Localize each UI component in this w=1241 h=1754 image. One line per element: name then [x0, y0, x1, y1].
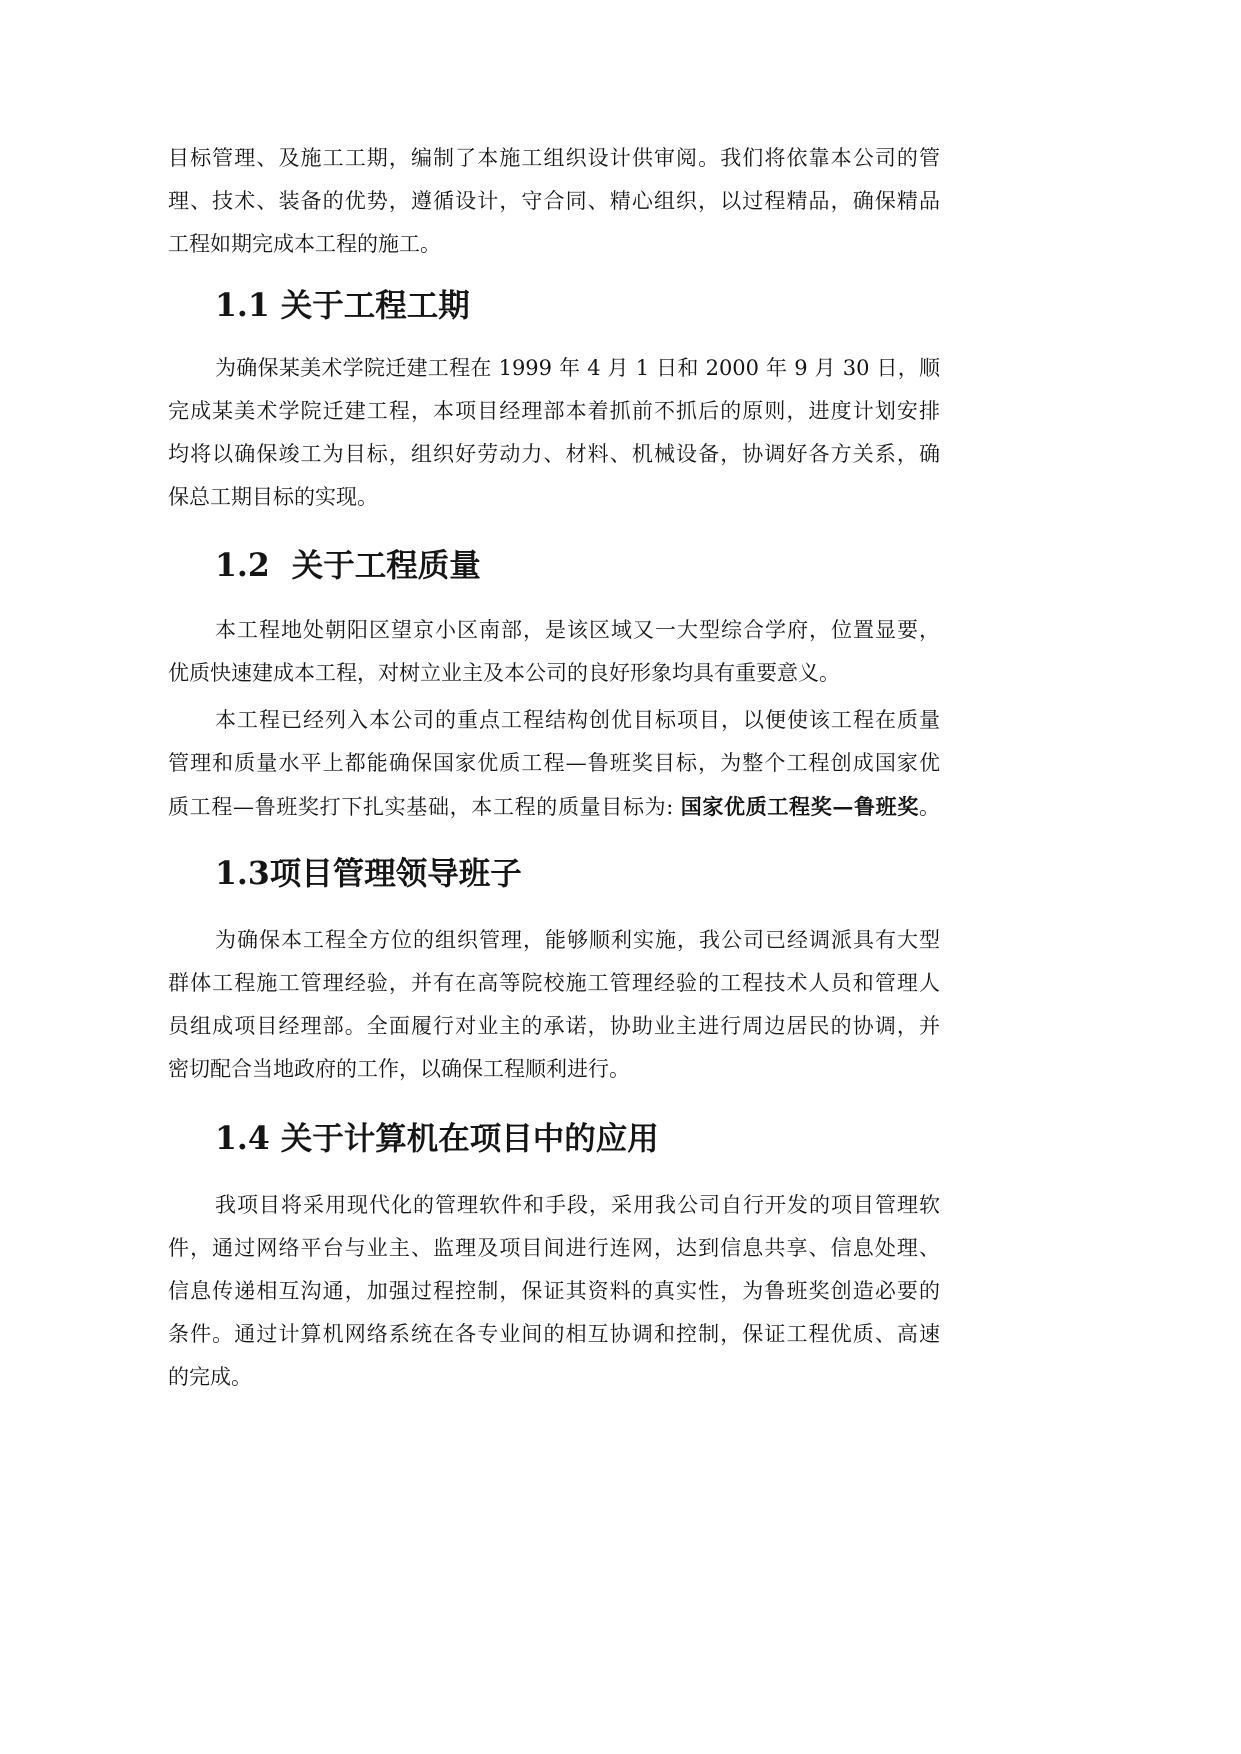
text-line: 我项目将采用现代化的管理软件和手段，采用我公司自行开发的项目管理软 — [215, 1193, 940, 1217]
text-line: 优质快速建成本工程，对树立业主及本公司的良好形象均具有重要意义。 — [168, 661, 840, 685]
paragraph — [168, 919, 940, 1091]
text-line: 完成某美术学院迁建工程，本项目经理部本着抓前不抓后的原则，进度计划安排 — [168, 399, 940, 423]
section-heading: 1.1 关于工程工期 — [215, 287, 470, 324]
section-schedule — [168, 284, 940, 519]
text-line: 理、技术、装备的优势，遵循设计，守合同、精心组织，以过程精品，确保精品 — [168, 189, 940, 213]
text-line: 本工程已经列入本公司的重点工程结构创优目标项目，以便使该工程在质量 — [215, 708, 940, 732]
section-heading: 1.2 关于工程质量 — [215, 547, 481, 584]
text-line: 为确保本工程全方位的组织管理，能够顺利实施，我公司已经调派具有大型 — [215, 928, 940, 952]
text-line: 件，通过网络平台与业主、监理及项目间进行连网，达到信息共享、信息处理、 — [168, 1236, 940, 1260]
section-heading: 1.3项目管理领导班子 — [215, 855, 522, 892]
text-line-with-emphasis — [168, 785, 940, 828]
section-computer-application — [168, 1117, 940, 1399]
text-line: 保总工期目标的实现。 — [168, 485, 378, 509]
paragraph — [168, 699, 940, 828]
section-quality — [168, 544, 940, 828]
text-line: 群体工程施工管理经验，并有在高等院校施工管理经验的工程技术人员和管理人 — [168, 971, 940, 995]
text-line: 为确保某美术学院迁建工程在 1999 年 4 月 1 日和 2000 年 9 月 30 日，顺 — [215, 356, 940, 380]
paragraph — [168, 1184, 940, 1399]
section-management-team — [168, 852, 940, 1091]
text-line: 工程如期完成本工程的施工。 — [168, 232, 441, 256]
document-body — [168, 137, 940, 1399]
paragraph — [168, 609, 940, 695]
text-line: 目标管理、及施工工期，编制了本施工组织设计供审阅。我们将依靠本公司的管 — [168, 146, 940, 170]
line-text: 质工程—鲁班奖打下扎实基础，本工程的质量目标为: — [168, 795, 681, 819]
text-line: 密切配合当地政府的工作，以确保工程顺利进行。 — [168, 1057, 630, 1081]
paragraph — [168, 347, 940, 519]
text-line: 的完成。 — [168, 1365, 252, 1389]
intro-paragraph — [168, 137, 940, 266]
text-line: 管理和质量水平上都能确保国家优质工程—鲁班奖目标，为整个工程创成国家优 — [168, 751, 940, 775]
text-line: 条件。通过计算机网络系统在各专业间的相互协调和控制，保证工程优质、高速 — [168, 1322, 940, 1346]
quality-goal-emphasis: 国家优质工程奖—鲁班奖 — [680, 794, 920, 819]
text-line: 员组成项目经理部。全面履行对业主的承诺，协助业主进行周边居民的协调，并 — [168, 1014, 940, 1038]
section-heading: 1.4 关于计算机在项目中的应用 — [215, 1120, 659, 1157]
text-line: 均将以确保竣工为目标，组织好劳动力、材料、机械设备，协调好各方关系，确 — [168, 442, 940, 466]
line-text-tail: 。 — [919, 795, 940, 819]
text-line: 信息传递相互沟通，加强过程控制，保证其资料的真实性，为鲁班奖创造必要的 — [168, 1279, 940, 1303]
text-line: 本工程地处朝阳区望京小区南部，是该区域又一大型综合学府，位置显要， — [215, 618, 940, 642]
